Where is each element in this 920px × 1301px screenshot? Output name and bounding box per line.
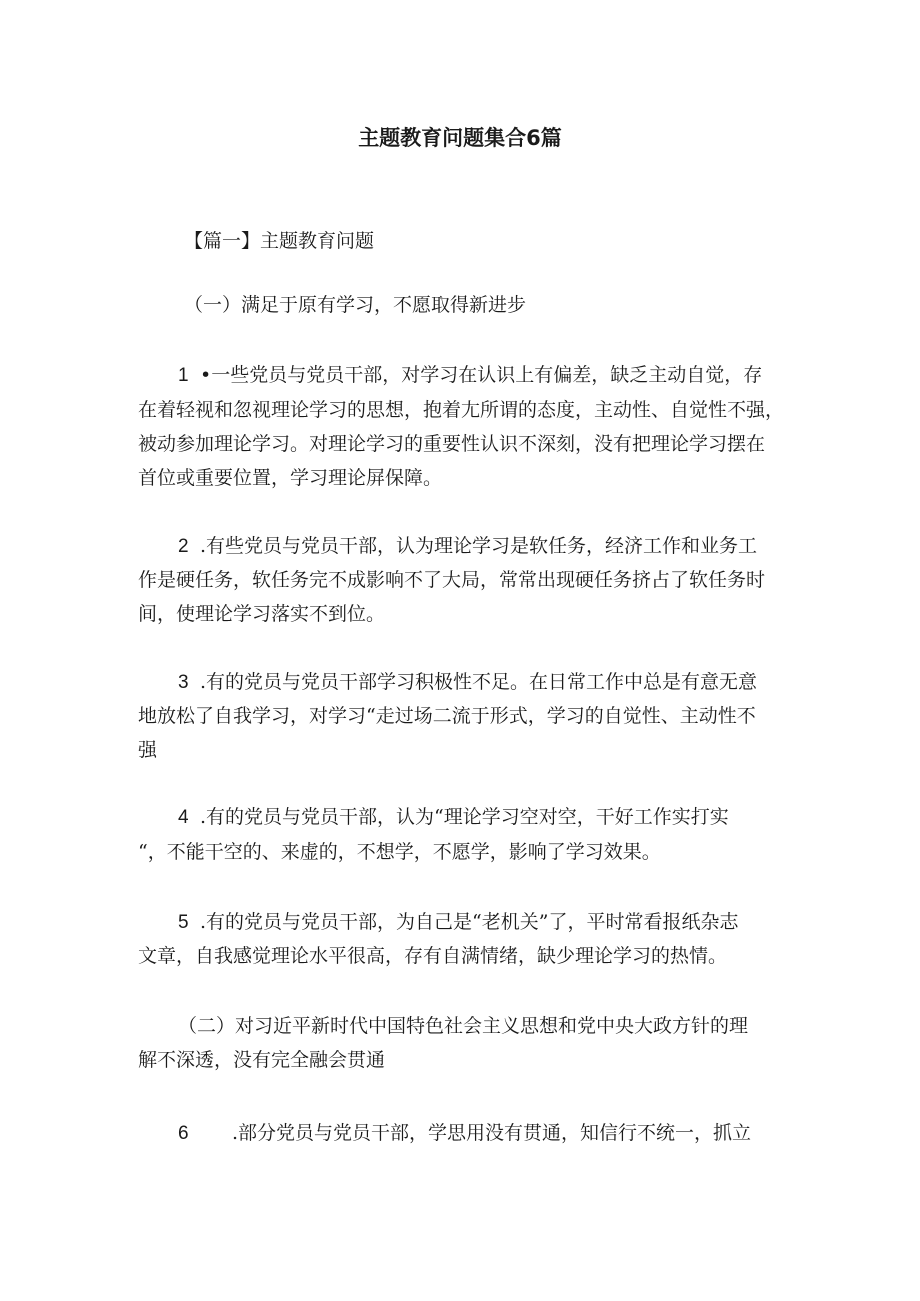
item-4-line-2: “，不能干空的、来虚的，不想学，不愿学，影响了学习效果。 [138, 841, 661, 863]
item-1-line-4: 首位或重要位置，学习理论屏保障。 [138, 467, 443, 489]
item-1-line-3: 被动参加理论学习。对理论学习的重要性认识不深刻，没有把理论学习摆在 [138, 433, 766, 455]
item-3-line-2: 地放松了自我学习，对学习“走过场二流于形式，学习的自觉性、主动性不 [138, 705, 756, 727]
item-2-line-1 [178, 533, 757, 560]
item-6-line-1 [178, 1120, 751, 1147]
item-2-number: 2 [178, 536, 189, 557]
item-3-text: .有的党员与党员干部学习积极性不足。在日常工作中总是有意无意 [200, 671, 758, 693]
subsection-heading-1: （一）满足于原有学习，不愿取得新进步 [184, 294, 527, 316]
item-3-number: 3 [178, 672, 189, 693]
item-4-line-1 [178, 804, 729, 831]
item-2-line-3: 间，使理论学习落实不到位。 [138, 603, 386, 625]
document-title: 主题教育问题集合6篇 [358, 126, 562, 150]
item-2-line-2: 作是硬任务，软任务完不成影响不了大局，常常出现硬任务挤占了软任务时 [138, 569, 766, 591]
section-heading: 【篇一】主题教育问题 [184, 230, 375, 252]
subsection-heading-2-line-2: 解不深透，没有完全融会贯通 [138, 1049, 386, 1071]
item-1-line-2: 在着轻视和忽视理论学习的思想，抱着尢所谓的态度，主动性、自觉性不强， [138, 399, 785, 421]
item-6-text: .部分党员与党员干部，学思用没有贯通，知信行不统一，抓立 [232, 1122, 752, 1144]
item-4-text: .有的党员与党员干部，认为“理论学习空对空，干好工作实打实 [200, 806, 729, 828]
item-5-text: .有的党员与党员干部，为自己是“老机关”了，平时常看报纸杂志 [200, 911, 739, 933]
item-1-text: •一些党员与党员干部，对学习在认识上有偏差，缺乏主动自觉，存 [200, 364, 763, 386]
item-1-line-1 [178, 362, 762, 389]
item-3-line-3: 强 [138, 739, 158, 761]
item-2-text: .有些党员与党员干部，认为理论学习是软任务，经济工作和业务工 [200, 535, 758, 557]
item-4-number: 4 [178, 807, 189, 828]
item-3-line-1 [178, 669, 757, 696]
subsection-heading-2-line-1: （二）对习近平新时代中国特色社会主义思想和党中央大政方针的理 [178, 1015, 749, 1037]
item-5-line-2: 文章，自我感觉理论水平很高，存有自满情绪，缺少理论学习的热情。 [138, 945, 728, 967]
item-6-number: 6 [178, 1123, 189, 1144]
item-5-number: 5 [178, 912, 189, 933]
item-5-line-1 [178, 909, 738, 936]
item-1-number: 1 [178, 365, 189, 386]
